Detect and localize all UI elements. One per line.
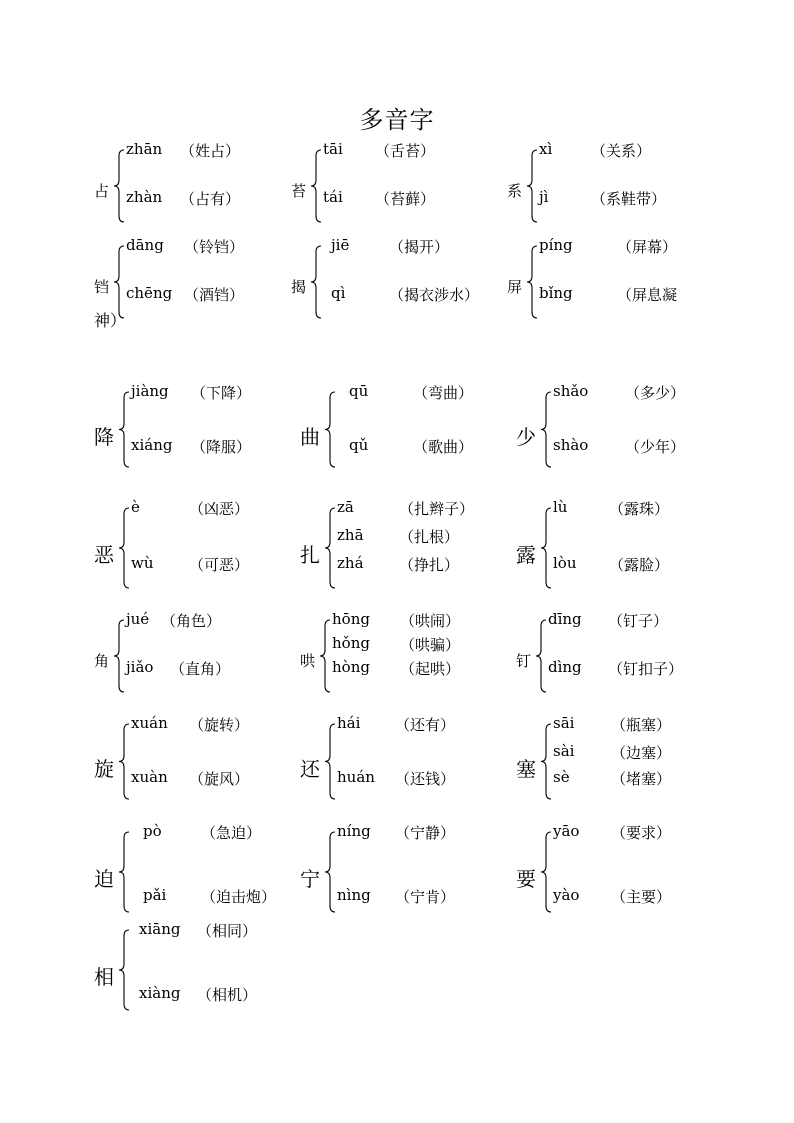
polyphone-entry bbox=[516, 382, 756, 481]
curly-brace bbox=[541, 506, 553, 590]
pinyin: xiāng bbox=[139, 920, 181, 938]
head-character: 恶 bbox=[94, 543, 114, 567]
pinyin: zhān bbox=[126, 140, 163, 158]
example-word: （扎辫子） bbox=[399, 500, 475, 518]
polyphone-entry bbox=[300, 382, 540, 481]
example-word: （关系） bbox=[591, 142, 652, 160]
curly-brace bbox=[119, 830, 131, 914]
example-word: （哄骗） bbox=[400, 636, 461, 654]
example-word: （直角） bbox=[170, 660, 231, 678]
curly-brace bbox=[119, 722, 131, 801]
pinyin: hái bbox=[337, 714, 361, 732]
head-character: 占 bbox=[94, 181, 110, 200]
pinyin: zhá bbox=[337, 554, 364, 572]
pinyin: píng bbox=[539, 236, 573, 254]
example-word: （凶恶） bbox=[189, 500, 250, 518]
pinyin: xiàng bbox=[139, 984, 181, 1002]
example-word: （相机） bbox=[197, 986, 258, 1004]
example-word: （可恶） bbox=[189, 556, 250, 574]
pinyin: pǎi bbox=[143, 886, 167, 904]
polyphone-entry bbox=[94, 382, 334, 481]
pinyin: tāi bbox=[323, 140, 343, 158]
wrapped-word-continuation: 神） bbox=[94, 311, 127, 330]
example-word: （铃铛） bbox=[184, 238, 245, 256]
polyphone-entry bbox=[516, 498, 756, 602]
curly-brace bbox=[119, 390, 131, 469]
pinyin: xiáng bbox=[131, 436, 173, 454]
polyphone-entry bbox=[507, 140, 747, 236]
example-word: （露脸） bbox=[609, 556, 670, 574]
polyphone-entry bbox=[291, 140, 531, 236]
curly-brace bbox=[541, 830, 553, 914]
pinyin: jiàng bbox=[131, 382, 169, 400]
example-word: （旋风） bbox=[189, 770, 250, 788]
pinyin: hòng bbox=[332, 658, 370, 676]
pinyin: hǒng bbox=[332, 634, 370, 652]
head-character: 屏 bbox=[507, 277, 523, 296]
pinyin: tái bbox=[323, 188, 343, 206]
pinyin: pò bbox=[143, 822, 162, 840]
example-word: （多少） bbox=[625, 384, 686, 402]
pinyin: huán bbox=[337, 768, 375, 786]
example-word: （宁静） bbox=[395, 824, 456, 842]
example-word: （哄闹） bbox=[400, 612, 461, 630]
pinyin: qì bbox=[331, 284, 346, 302]
pinyin: sài bbox=[553, 742, 575, 760]
example-word: （角色） bbox=[161, 612, 222, 630]
polyphone-entry bbox=[516, 714, 756, 813]
pinyin: níng bbox=[337, 822, 371, 840]
pinyin: chēng bbox=[126, 284, 173, 302]
example-word: （舌苔） bbox=[375, 142, 436, 160]
pinyin: sè bbox=[553, 768, 570, 786]
curly-brace bbox=[536, 618, 548, 694]
example-word: （苔藓） bbox=[375, 190, 436, 208]
curly-brace bbox=[541, 390, 553, 469]
pinyin: xuán bbox=[131, 714, 168, 732]
pinyin: xì bbox=[539, 140, 553, 158]
example-word: （酒铛） bbox=[184, 286, 245, 304]
example-word: （露珠） bbox=[609, 500, 670, 518]
head-character: 降 bbox=[94, 424, 114, 449]
example-word: （主要） bbox=[611, 888, 672, 906]
pinyin: wù bbox=[131, 554, 154, 572]
polyphone-entry bbox=[300, 610, 540, 706]
pinyin: shào bbox=[553, 436, 589, 454]
head-character: 钉 bbox=[516, 651, 532, 670]
pinyin: xuàn bbox=[131, 768, 168, 786]
head-character: 哄 bbox=[300, 651, 316, 670]
example-word: （歌曲） bbox=[413, 438, 474, 456]
pinyin: lù bbox=[553, 498, 568, 516]
example-word: （挣扎） bbox=[399, 556, 460, 574]
example-word: （扎根） bbox=[399, 528, 460, 546]
pinyin: hōng bbox=[332, 610, 370, 628]
pinyin: lòu bbox=[553, 554, 577, 572]
polyphone-entry bbox=[94, 610, 334, 706]
example-word: （姓占） bbox=[180, 142, 241, 160]
head-character: 旋 bbox=[94, 756, 114, 781]
head-character: 揭 bbox=[291, 277, 307, 296]
head-character: 系 bbox=[507, 181, 523, 200]
pinyin: jiē bbox=[331, 236, 350, 254]
example-word: （急迫） bbox=[201, 824, 262, 842]
example-word: （下降） bbox=[191, 384, 252, 402]
example-word: （堵塞） bbox=[611, 770, 672, 788]
pinyin: shǎo bbox=[553, 382, 589, 400]
example-word: （系鞋带） bbox=[591, 190, 667, 208]
example-word: （弯曲） bbox=[413, 384, 474, 402]
example-word: （钉子） bbox=[608, 612, 669, 630]
pinyin: bǐng bbox=[539, 284, 573, 302]
page-title: 多音字 bbox=[359, 106, 435, 134]
pinyin: jì bbox=[539, 188, 549, 206]
curly-brace bbox=[527, 148, 539, 224]
polyphone-entry bbox=[300, 714, 540, 813]
example-word: （起哄） bbox=[400, 660, 461, 678]
pinyin: zā bbox=[337, 498, 354, 516]
curly-brace bbox=[541, 722, 553, 801]
example-word: （占有） bbox=[180, 190, 241, 208]
example-word: （少年） bbox=[625, 438, 686, 456]
head-character: 还 bbox=[300, 756, 320, 781]
example-word: （迫击炮） bbox=[201, 888, 277, 906]
pinyin: qǔ bbox=[349, 436, 369, 454]
pinyin: jué bbox=[126, 610, 150, 628]
curly-brace bbox=[119, 928, 131, 1012]
pinyin: è bbox=[131, 498, 140, 516]
head-character: 要 bbox=[516, 867, 536, 891]
example-word: （降服） bbox=[191, 438, 252, 456]
pinyin: nìng bbox=[337, 886, 371, 904]
polyphone-entry bbox=[300, 822, 540, 926]
head-character: 苔 bbox=[291, 181, 307, 200]
example-word: （还有） bbox=[395, 716, 456, 734]
polyphone-entry bbox=[291, 236, 531, 332]
pinyin: sāi bbox=[553, 714, 575, 732]
head-character: 塞 bbox=[516, 756, 536, 781]
example-word: （瓶塞） bbox=[611, 716, 672, 734]
head-character: 铛 bbox=[94, 277, 110, 296]
polyphone-entry bbox=[94, 920, 334, 1024]
polyphone-entry bbox=[516, 610, 756, 706]
pinyin: jiǎo bbox=[126, 658, 154, 676]
head-character: 宁 bbox=[300, 867, 320, 891]
curly-brace bbox=[527, 244, 539, 320]
pinyin: yāo bbox=[553, 822, 580, 840]
example-word: （揭衣涉水） bbox=[389, 286, 480, 304]
pinyin: dīng bbox=[548, 610, 582, 628]
curly-brace bbox=[325, 830, 337, 914]
example-word: （边塞） bbox=[611, 744, 672, 762]
pinyin: qū bbox=[349, 382, 369, 400]
head-character: 露 bbox=[516, 543, 536, 567]
example-word: （揭开） bbox=[389, 238, 450, 256]
curly-brace bbox=[119, 506, 131, 590]
curly-brace bbox=[325, 390, 337, 469]
pinyin: yào bbox=[553, 886, 580, 904]
curly-brace bbox=[325, 506, 337, 590]
pinyin: zhàn bbox=[126, 188, 163, 206]
curly-brace bbox=[311, 244, 323, 320]
example-word: （旋转） bbox=[189, 716, 250, 734]
polyphone-entry bbox=[516, 822, 756, 926]
example-word: （屏幕） bbox=[617, 238, 678, 256]
example-word: （相同） bbox=[197, 922, 258, 940]
polyphone-entry bbox=[94, 822, 334, 926]
head-character: 少 bbox=[516, 424, 536, 449]
polyphone-entry bbox=[94, 714, 334, 813]
pinyin: zhā bbox=[337, 526, 364, 544]
example-word: （宁肯） bbox=[395, 888, 456, 906]
head-character: 扎 bbox=[300, 543, 320, 567]
polyphone-entry bbox=[507, 236, 747, 332]
curly-brace bbox=[325, 722, 337, 801]
curly-brace bbox=[320, 618, 332, 694]
polyphone-entry bbox=[300, 498, 540, 602]
example-word: （钉扣子） bbox=[608, 660, 684, 678]
pinyin: dìng bbox=[548, 658, 582, 676]
example-word: （还钱） bbox=[395, 770, 456, 788]
example-word: （屏息凝 bbox=[617, 286, 678, 304]
example-word: （要求） bbox=[611, 824, 672, 842]
curly-brace bbox=[311, 148, 323, 224]
polyphone-entry bbox=[94, 498, 334, 602]
curly-brace bbox=[114, 148, 126, 224]
curly-brace bbox=[114, 618, 126, 694]
head-character: 迫 bbox=[94, 867, 114, 891]
head-character: 曲 bbox=[300, 424, 320, 449]
pinyin: dāng bbox=[126, 236, 164, 254]
head-character: 相 bbox=[94, 965, 114, 989]
head-character: 角 bbox=[94, 651, 110, 670]
